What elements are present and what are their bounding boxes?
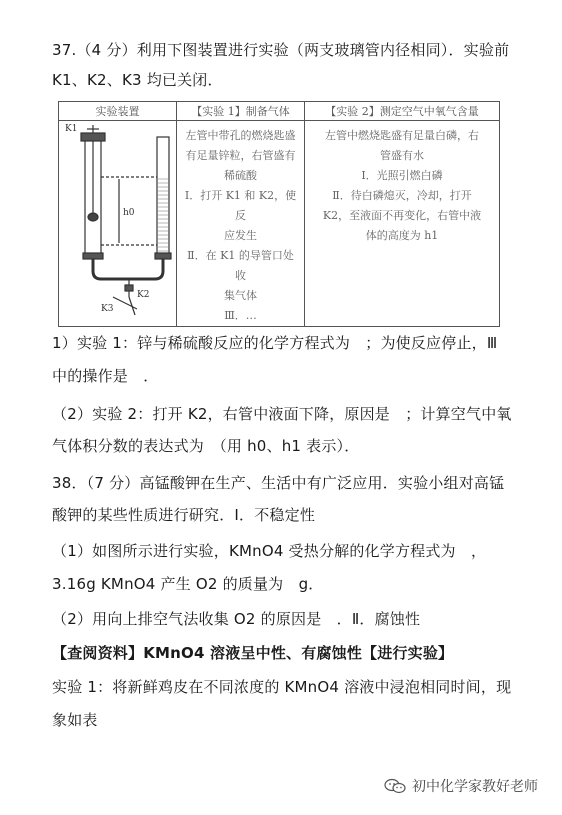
table-header-apparatus: 实验装置: [59, 102, 177, 121]
exp1-text: Ⅲ．…: [224, 309, 257, 322]
exp1-text: 应发生: [224, 229, 257, 242]
right-tube: [157, 137, 169, 255]
table-header-exp1: 【实验 1】制备气体: [177, 102, 305, 121]
q38-intro-line2: 酸钾的某些性质进行研究．Ⅰ．不稳定性: [52, 506, 316, 524]
exp1-cell: [177, 121, 305, 327]
apparatus-cell: [59, 121, 177, 327]
q37-question1: 1）实验 1：锌与稀硫酸反应的化学方程式为 ；为使反应停止，Ⅲ: [52, 334, 498, 352]
q38-experiment1-cont: 象如表: [52, 711, 98, 729]
exp2-cell: [305, 121, 500, 327]
exp1-text: Ⅰ．打开 K1 和 K2，使反: [184, 189, 297, 222]
exp1-text: 有足量锌粒，右管盛有: [185, 149, 296, 162]
q38-question2: （2）用向上排空气法收集 O2 的原因是 ．Ⅱ．腐蚀性: [52, 610, 421, 628]
q38-intro-line1: 38．（7 分）高锰酸钾在生产、生活中有广泛应用．实验小组对高锰: [52, 474, 505, 492]
exp1-text: Ⅱ．在 K1 的导管口处收: [187, 249, 294, 282]
q38-question1: （1）如图所示进行实验，KMnO4 受热分解的化学方程式为 ，: [52, 542, 487, 560]
k1-label: K1: [65, 124, 78, 134]
left-stopper: [81, 133, 105, 141]
watermark: [384, 776, 538, 796]
exp2-text: Ⅱ．待白磷熄灭，冷却，打开: [332, 189, 472, 202]
k2-label: K2: [137, 290, 150, 300]
exp2-text: 体的高度为 h1: [365, 229, 439, 242]
exp2-text: K2，至液面不再变化，右管中液: [322, 209, 482, 222]
k3-clamp: [113, 297, 137, 309]
exp1-text: 稀硫酸: [224, 169, 257, 182]
wechat-icon: [384, 778, 406, 794]
exp2-text: Ⅰ．光照引燃白磷: [361, 169, 443, 182]
apparatus-diagram: [59, 121, 175, 317]
exp1-text: 集气体: [224, 289, 257, 302]
q37-intro-line1: 37.（4 分）利用下图装置进行实验（两支玻璃管内径相同）．实验前: [52, 41, 510, 59]
q38-experiment1: 实验 1：将新鲜鸡皮在不同浓度的 KMnO4 溶液中浸泡相同时间，现: [52, 678, 512, 696]
q37-intro-line2: K1、K2、K3 均已关闭．: [52, 71, 223, 89]
k3-label: K3: [101, 304, 114, 314]
q38-question1-cont: 3.16g KMnO4 产生 O2 的质量为 g．: [52, 575, 324, 593]
exp2-text: 左管中燃烧匙盛有足量白磷，右: [325, 129, 479, 142]
exp2-text: 管盛有水: [380, 149, 424, 162]
q37-question1-cont: 中的操作是 ．: [52, 367, 159, 385]
experiment-table: [58, 101, 500, 327]
h0-label: h0: [123, 208, 135, 218]
q37-question2-cont: 气体积分数的表达式为 （用 h0、h1 表示）．: [52, 437, 360, 455]
rubber-tube: [93, 259, 163, 279]
watermark-text: 初中化学家教好老师: [412, 779, 538, 795]
q37-question2: （2）实验 2：打开 K2，右管中液面下降，原因是 ；计算空气中氧: [52, 405, 512, 423]
spoon: [88, 213, 98, 221]
q38-reference: 【查阅资料】KMnO4 溶液呈中性、有腐蚀性【进行实验】: [52, 644, 454, 662]
exp1-text: 左管中带孔的燃烧匙盛: [185, 129, 296, 142]
table-header-exp2: 【实验 2】测定空气中氧气含量: [305, 102, 500, 121]
